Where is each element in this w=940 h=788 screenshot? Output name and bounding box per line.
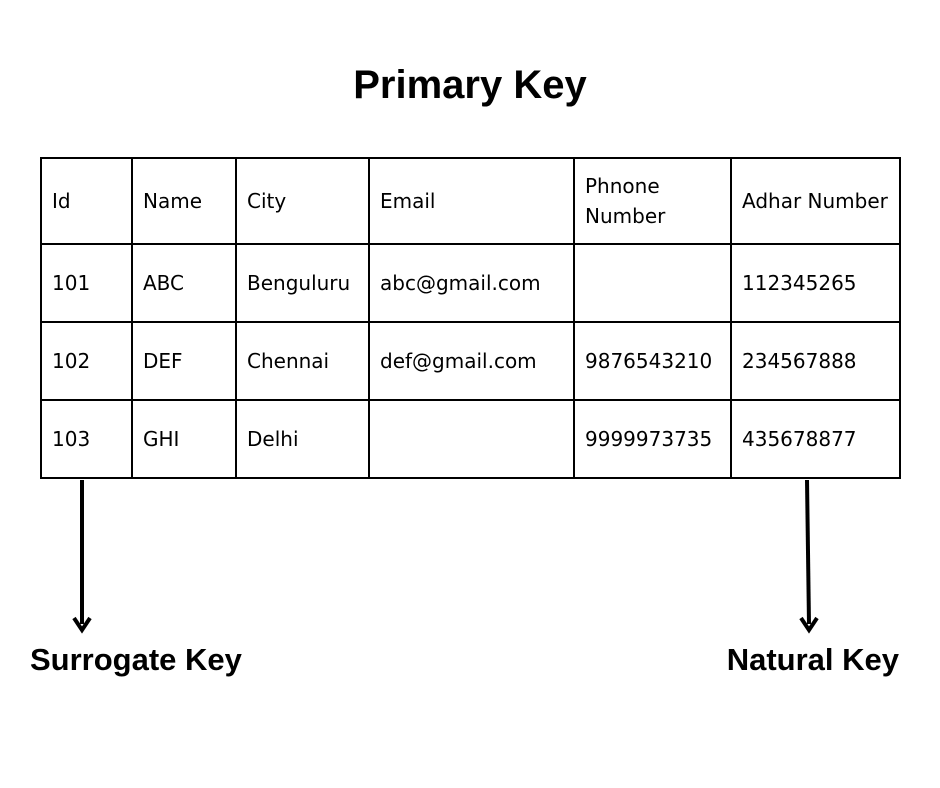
surrogate-key-label: Surrogate Key: [30, 642, 242, 677]
cell-id: 103: [41, 400, 132, 478]
cell-adhar-number: 435678877: [731, 400, 900, 478]
cell-name: GHI: [132, 400, 236, 478]
natural-key-label: Natural Key: [726, 642, 899, 677]
diagram-title: Primary Key: [353, 63, 587, 107]
header-phone-number: Phnone Number: [574, 158, 731, 244]
cell-id: 102: [41, 322, 132, 400]
header-id: Id: [41, 158, 132, 244]
header-adhar-number: Adhar Number: [731, 158, 900, 244]
cell-phone-number: 9876543210: [574, 322, 731, 400]
cell-phone-number: 9999973735: [574, 400, 731, 478]
cell-name: DEF: [132, 322, 236, 400]
header-email: Email: [369, 158, 574, 244]
cell-city: Delhi: [236, 400, 369, 478]
cell-id: 101: [41, 244, 132, 322]
cell-name: ABC: [132, 244, 236, 322]
cell-city: Chennai: [236, 322, 369, 400]
cell-email: abc@gmail.com: [369, 244, 574, 322]
surrogate-key-arrow-icon: [74, 480, 90, 630]
cell-adhar-number: 112345265: [731, 244, 900, 322]
header-city: City: [236, 158, 369, 244]
natural-key-arrow-icon: [801, 480, 817, 630]
cell-city: Benguluru: [236, 244, 369, 322]
header-name: Name: [132, 158, 236, 244]
cell-email: def@gmail.com: [369, 322, 574, 400]
cell-adhar-number: 234567888: [731, 322, 900, 400]
